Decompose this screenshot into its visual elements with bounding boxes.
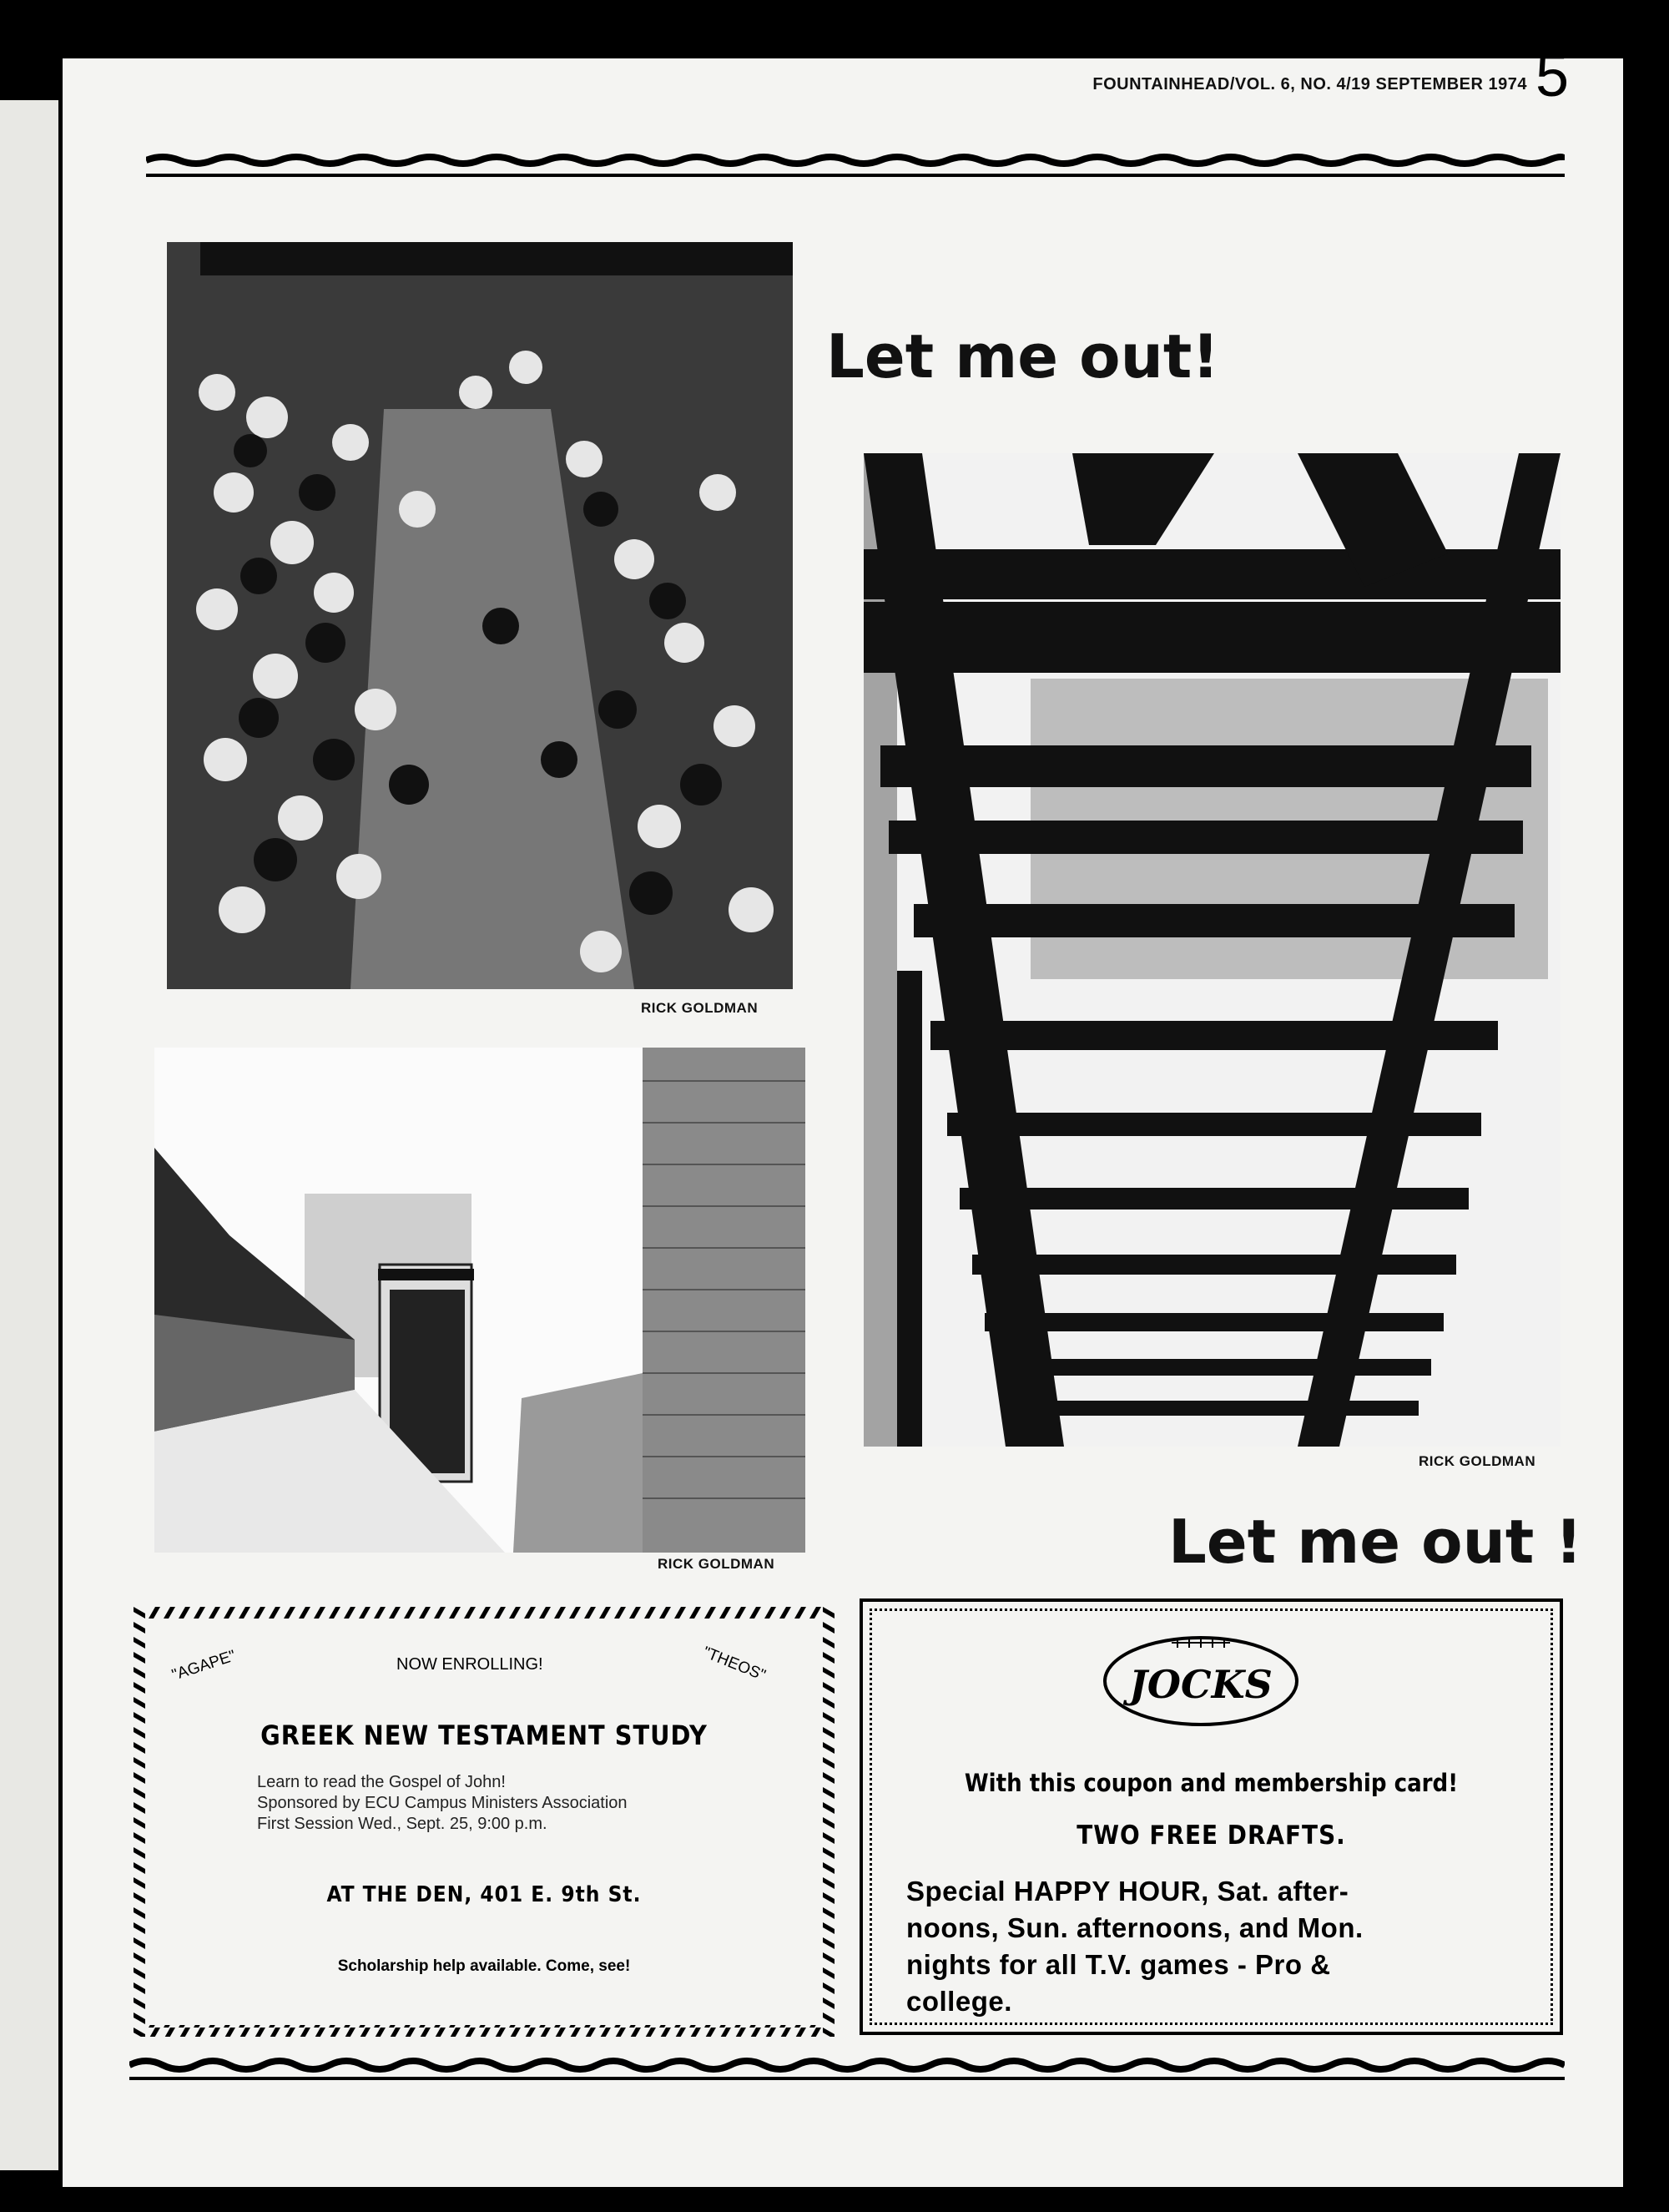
- jocks-line6: college.: [906, 1986, 1012, 2017]
- crowd-photo: [167, 242, 793, 989]
- jocks-line5: nights for all T.V. games - Pro &: [906, 1949, 1331, 1980]
- masthead: FOUNTAINHEAD/VOL. 6, NO. 4/19 SEPTEMBER 1974: [1092, 75, 1527, 93]
- football-logo: [1101, 1631, 1301, 1731]
- jocks-line2: TWO FREE DRAFTS.: [1077, 1821, 1346, 1851]
- theos-tag: "THEOS": [700, 1644, 769, 1685]
- bottom-wavy-rule: [129, 2053, 1565, 2087]
- jocks-line1: With this coupon and membership card!: [964, 1769, 1459, 1797]
- top-wavy-rule: [146, 150, 1565, 184]
- headline-let-me-out-bottom: Let me out !: [1168, 1507, 1583, 1577]
- jocks-line4: noons, Sun. afternoons, and Mon.: [906, 1912, 1364, 1943]
- greek-ad-details: [257, 1772, 628, 1835]
- greek-ad-line1: Learn to read the Gospel of John!: [257, 1773, 506, 1791]
- agape-tag: "AGAPE": [169, 1647, 239, 1684]
- jocks-coupon-ad: [860, 1598, 1563, 2035]
- jocks-happy-hour: [906, 1873, 1364, 2020]
- jocks-line3: Special HAPPY HOUR, Sat. after-: [906, 1876, 1349, 1906]
- greek-ad-line2: Sponsored by ECU Campus Ministers Association: [257, 1794, 628, 1812]
- greek-ad-location: AT THE DEN, 401 E. 9th St.: [326, 1882, 642, 1907]
- facing-page-edge: [0, 100, 58, 2170]
- greek-ad-footer: Scholarship help available. Come, see!: [337, 1957, 631, 1975]
- building-photo-credit: RICK GOLDMAN: [658, 1556, 775, 1572]
- greek-ad-title: GREEK NEW TESTAMENT STUDY: [260, 1720, 708, 1751]
- crowd-photo-credit: RICK GOLDMAN: [641, 1000, 759, 1016]
- headline-let-me-out-top: Let me out!: [826, 321, 1220, 391]
- page-number: 5: [1535, 43, 1569, 109]
- greek-ad-line3: First Session Wed., Sept. 25, 9:00 p.m.: [257, 1815, 547, 1833]
- jocks-logo-text: JOCKS: [1129, 1662, 1273, 1707]
- now-enrolling: NOW ENROLLING!: [396, 1655, 543, 1674]
- stairs-photo-credit: RICK GOLDMAN: [1419, 1453, 1536, 1469]
- fire-escape-stairs-photo: [864, 453, 1561, 1447]
- building-entrance-photo: [154, 1048, 805, 1553]
- greek-study-ad: [134, 1607, 834, 2037]
